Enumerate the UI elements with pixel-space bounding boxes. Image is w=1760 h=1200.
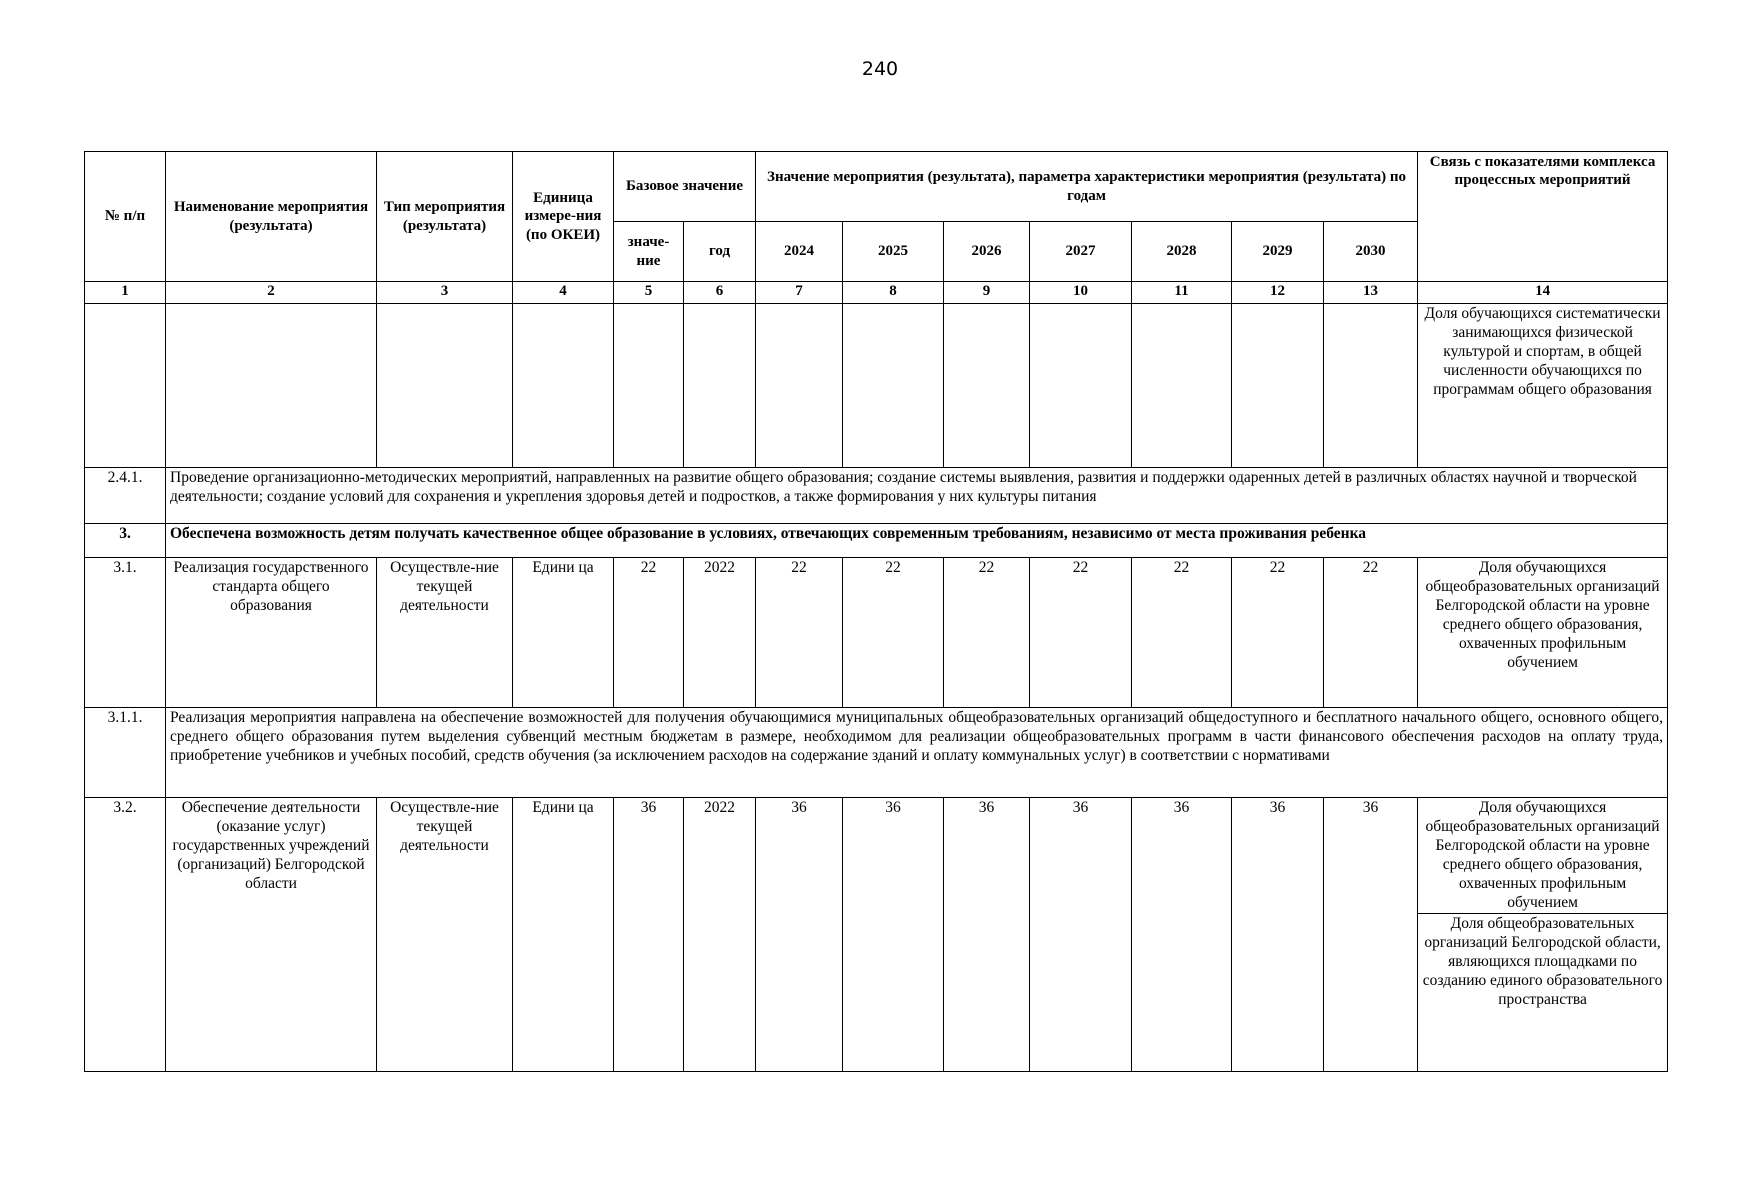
header-year: 2028 — [1132, 222, 1232, 282]
year-value: 36 — [1030, 798, 1132, 1072]
column-number-row — [85, 282, 1668, 304]
table-row-continued — [85, 304, 1668, 468]
year-value: 22 — [1030, 558, 1132, 708]
column-number: 14 — [1418, 282, 1668, 304]
column-number: 2 — [166, 282, 377, 304]
measure-description: Проведение организационно-методических мероприятий, направленных на развитие общего образования; создание системы выявления, развития и поддержки одаренных детей в различных областях научной и творческой деятельности; создание условий для сохранения и укрепления здоровья детей и подростков, а также формирования у них культуры питания — [166, 468, 1668, 524]
table-row-3-2 — [85, 798, 1668, 1072]
measure-name: Реализация государственного стандарта общего образования — [166, 558, 377, 708]
header-year: 2030 — [1324, 222, 1418, 282]
year-value: 22 — [1324, 558, 1418, 708]
empty-cell — [377, 304, 513, 468]
table-row-3 — [85, 524, 1668, 558]
year-value: 22 — [843, 558, 944, 708]
table-row-3-1-1 — [85, 708, 1668, 798]
row-number: 3. — [85, 524, 166, 558]
header-year: 2024 — [756, 222, 843, 282]
base-year: 2022 — [684, 558, 756, 708]
year-value: 22 — [944, 558, 1030, 708]
base-value: 36 — [614, 798, 684, 1072]
column-number: 8 — [843, 282, 944, 304]
year-value: 36 — [843, 798, 944, 1072]
column-number: 3 — [377, 282, 513, 304]
linked-indicator: Доля обучающихся систематически занимающихся физической культурой и спортам, в общей численности обучающихся по программам общего образования — [1418, 304, 1668, 468]
program-measures-table — [84, 151, 1668, 1072]
table-row-2-4-1 — [85, 468, 1668, 524]
header-name: Наименование мероприятия (результата) — [166, 152, 377, 282]
base-value: 22 — [614, 558, 684, 708]
column-number: 7 — [756, 282, 843, 304]
empty-cell — [1232, 304, 1324, 468]
linked-indicator: Доля общеобразовательных организаций Белгородской области, являющихся площадками по созданию единого образовательного пространства — [1422, 915, 1663, 1009]
column-number: 11 — [1132, 282, 1232, 304]
row-number: 3.1.1. — [85, 708, 166, 798]
measure-type: Осуществле-ние текущей деятельности — [377, 558, 513, 708]
year-value: 22 — [756, 558, 843, 708]
measure-type: Осуществле-ние текущей деятельности — [377, 798, 513, 1072]
empty-cell — [756, 304, 843, 468]
header-year: 2029 — [1232, 222, 1324, 282]
page-number: 240 — [861, 58, 899, 80]
empty-cell — [684, 304, 756, 468]
year-value: 36 — [1232, 798, 1324, 1072]
column-number: 6 — [684, 282, 756, 304]
header-values: Значение мероприятия (результата), параметра характеристики мероприятия (результата) по годам — [756, 152, 1418, 222]
column-number: 9 — [944, 282, 1030, 304]
column-number: 10 — [1030, 282, 1132, 304]
header-type: Тип мероприятия (результата) — [377, 152, 513, 282]
empty-cell — [513, 304, 614, 468]
empty-cell — [166, 304, 377, 468]
empty-cell — [85, 304, 166, 468]
header-row-1 — [85, 152, 1668, 222]
header-unit: Единица измере-ния (по ОКЕИ) — [513, 152, 614, 282]
year-value: 36 — [756, 798, 843, 1072]
table-row-3-1 — [85, 558, 1668, 708]
header-base: Базовое значение — [614, 152, 756, 222]
header-base-value: значе-ние — [614, 222, 684, 282]
base-year: 2022 — [684, 798, 756, 1072]
year-value: 36 — [1324, 798, 1418, 1072]
column-number: 4 — [513, 282, 614, 304]
header-year: 2025 — [843, 222, 944, 282]
header-link: Связь с показателями комплекса процессных мероприятий — [1418, 152, 1668, 282]
measure-description: Реализация мероприятия направлена на обеспечение возможностей для получения обучающимися муниципальных общеобразовательных организаций общедоступного и бесплатного начального общего, основного общего, среднего общего образования путем выделения субвенций местным бюджетам в размере, необходимом для реализации общеобразовательных программ в части финансового обеспечения расходов на оплату труда, приобретение учебников и учебных пособий, средств обучения (за исключением расходов на содержание зданий и оплату коммунальных услуг) в соответствии с нормативами — [166, 708, 1668, 798]
empty-cell — [1324, 304, 1418, 468]
row-number: 2.4.1. — [85, 468, 166, 524]
section-title: Обеспечена возможность детям получать качественное общее образование в условиях, отвечающих современным требованиям, независимо от места проживания ребенка — [166, 524, 1668, 558]
header-year: 2027 — [1030, 222, 1132, 282]
year-value: 36 — [1132, 798, 1232, 1072]
year-value: 22 — [1232, 558, 1324, 708]
empty-cell — [1030, 304, 1132, 468]
header-year: 2026 — [944, 222, 1030, 282]
year-value: 36 — [944, 798, 1030, 1072]
linked-indicator: Доля обучающихся общеобразовательных организаций Белгородской области на уровне среднего общего образования, охваченных профильным обучением — [1418, 798, 1667, 914]
measure-unit: Едини ца — [513, 558, 614, 708]
empty-cell — [614, 304, 684, 468]
header-base-year: год — [684, 222, 756, 282]
empty-cell — [944, 304, 1030, 468]
column-number: 13 — [1324, 282, 1418, 304]
measure-unit: Едини ца — [513, 798, 614, 1072]
measure-name: Обеспечение деятельности (оказание услуг) государственных учреждений (организаций) Белгородской области — [166, 798, 377, 1072]
row-number: 3.2. — [85, 798, 166, 1072]
column-number: 5 — [614, 282, 684, 304]
year-value: 22 — [1132, 558, 1232, 708]
linked-indicator: Доля обучающихся общеобразовательных организаций Белгородской области на уровне среднего общего образования, охваченных профильным обучением — [1418, 558, 1668, 708]
column-number: 1 — [85, 282, 166, 304]
row-number: 3.1. — [85, 558, 166, 708]
header-num: № п/п — [85, 152, 166, 282]
empty-cell — [843, 304, 944, 468]
empty-cell — [1132, 304, 1232, 468]
linked-indicators — [1418, 798, 1668, 1072]
column-number: 12 — [1232, 282, 1324, 304]
